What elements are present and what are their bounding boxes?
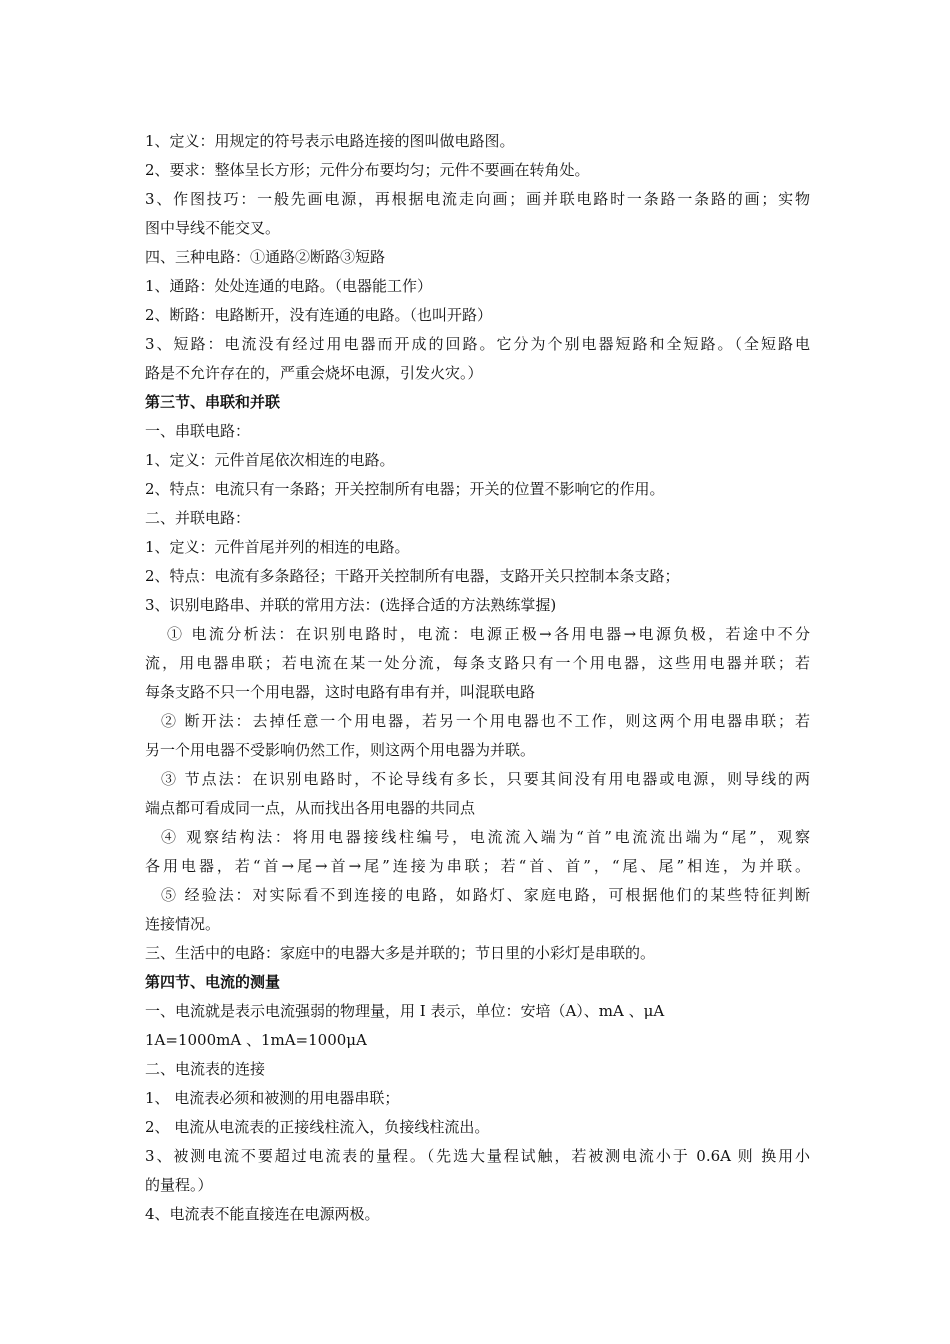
text-line: 2、 电流从电流表的正接线柱流入，负接线柱流出。 <box>145 1118 490 1136</box>
text-line: 连接情况。 <box>145 915 221 933</box>
text-line: 4、电流表不能直接连在电源两极。 <box>145 1205 380 1223</box>
text-line: 一、串联电路： <box>145 422 251 440</box>
text-line: 流，用电器串联；若电流在某一处分流，每条支路只有一个用电器，这些用电器并联；若 <box>145 654 810 672</box>
text-line: 二、电流表的连接 <box>145 1060 266 1078</box>
text-line: 端点都可看成同一点，从而找出各用电器的共同点 <box>145 799 476 817</box>
text-line: 3、短路：电流没有经过用电器而开成的回路。它分为个别电器短路和全短路。（全短路电 <box>145 335 810 353</box>
text-line: 三、生活中的电路：家庭中的电器大多是并联的；节日里的小彩灯是串联的。 <box>145 944 656 962</box>
text-line: 每条支路不只一个用电器，这时电路有串有并，叫混联电路 <box>145 683 536 701</box>
text-line: ① 电流分析法：在识别电路时，电流：电源正极→各用电器→电源负极，若途中不分 <box>167 625 810 643</box>
text-line: 2、断路：电路断开，没有连通的电路。（也叫开路） <box>145 306 493 324</box>
text-line: ② 断开法：去掉任意一个用电器，若另一个用电器也不工作，则这两个用电器串联；若 <box>161 712 810 730</box>
text-line: 3、被测电流不要超过电流表的量程。（先选大量程试触，若被测电流小于 0.6A 则 换用小 <box>145 1147 810 1165</box>
text-line: 1、通路：处处连通的电路。（电器能工作） <box>145 277 433 295</box>
text-line: 2、特点：电流只有一条路；开关控制所有电器；开关的位置不影响它的作用。 <box>145 480 665 498</box>
text-line: ③ 节点法：在识别电路时，不论导线有多长，只要其间没有用电器或电源，则导线的两 <box>161 770 810 788</box>
text-line: 一、电流就是表示电流强弱的物理量，用 I 表示，单位：安培（A）、mA 、μA <box>145 1002 665 1020</box>
text-line: 1、定义：元件首尾依次相连的电路。 <box>145 451 395 469</box>
document-page <box>145 127 810 1229</box>
text-line: 1、 电流表必须和被测的用电器串联； <box>145 1089 400 1107</box>
text-line: 路是不允许存在的，严重会烧坏电源，引发火灾。） <box>145 364 483 382</box>
section-heading: 第四节、电流的测量 <box>145 973 281 991</box>
text-line: 2、特点：电流有多条路径；干路开关控制所有电器，支路开关只控制本条支路； <box>145 567 680 585</box>
text-line: 1A=1000mA 、1mA=1000μA <box>145 1031 367 1049</box>
text-line: ④ 观察结构法：将用电器接线柱编号，电流流入端为“首”电流流出端为“尾”，观察 <box>161 828 810 846</box>
text-line: 图中导线不能交叉。 <box>145 219 281 237</box>
text-line: 二、并联电路： <box>145 509 251 527</box>
text-line: 2、要求：整体呈长方形；元件分布要均匀；元件不要画在转角处。 <box>145 161 590 179</box>
text-line: 1、定义：用规定的符号表示电路连接的图叫做电路图。 <box>145 132 515 150</box>
text-line: 3、识别电路串、并联的常用方法：(选择合适的方法熟练掌握) <box>145 596 557 614</box>
text-line: 的量程。） <box>145 1176 213 1194</box>
text-line: 3、作图技巧：一般先画电源，再根据电流走向画；画并联电路时一条路一条路的画；实物 <box>145 190 810 208</box>
text-line: 1、定义：元件首尾并列的相连的电路。 <box>145 538 410 556</box>
text-line: 四、三种电路：①通路②断路③短路 <box>145 248 386 266</box>
text-line: 各用电器，若“首→尾→首→尾”连接为串联；若“首、首”，“尾、尾”相连，为并联。 <box>145 857 810 875</box>
section-heading: 第三节、串联和并联 <box>145 393 281 411</box>
text-line: ⑤ 经验法：对实际看不到连接的电路，如路灯、家庭电路，可根据他们的某些特征判断 <box>161 886 810 904</box>
text-line: 另一个用电器不受影响仍然工作，则这两个用电器为并联。 <box>145 741 536 759</box>
